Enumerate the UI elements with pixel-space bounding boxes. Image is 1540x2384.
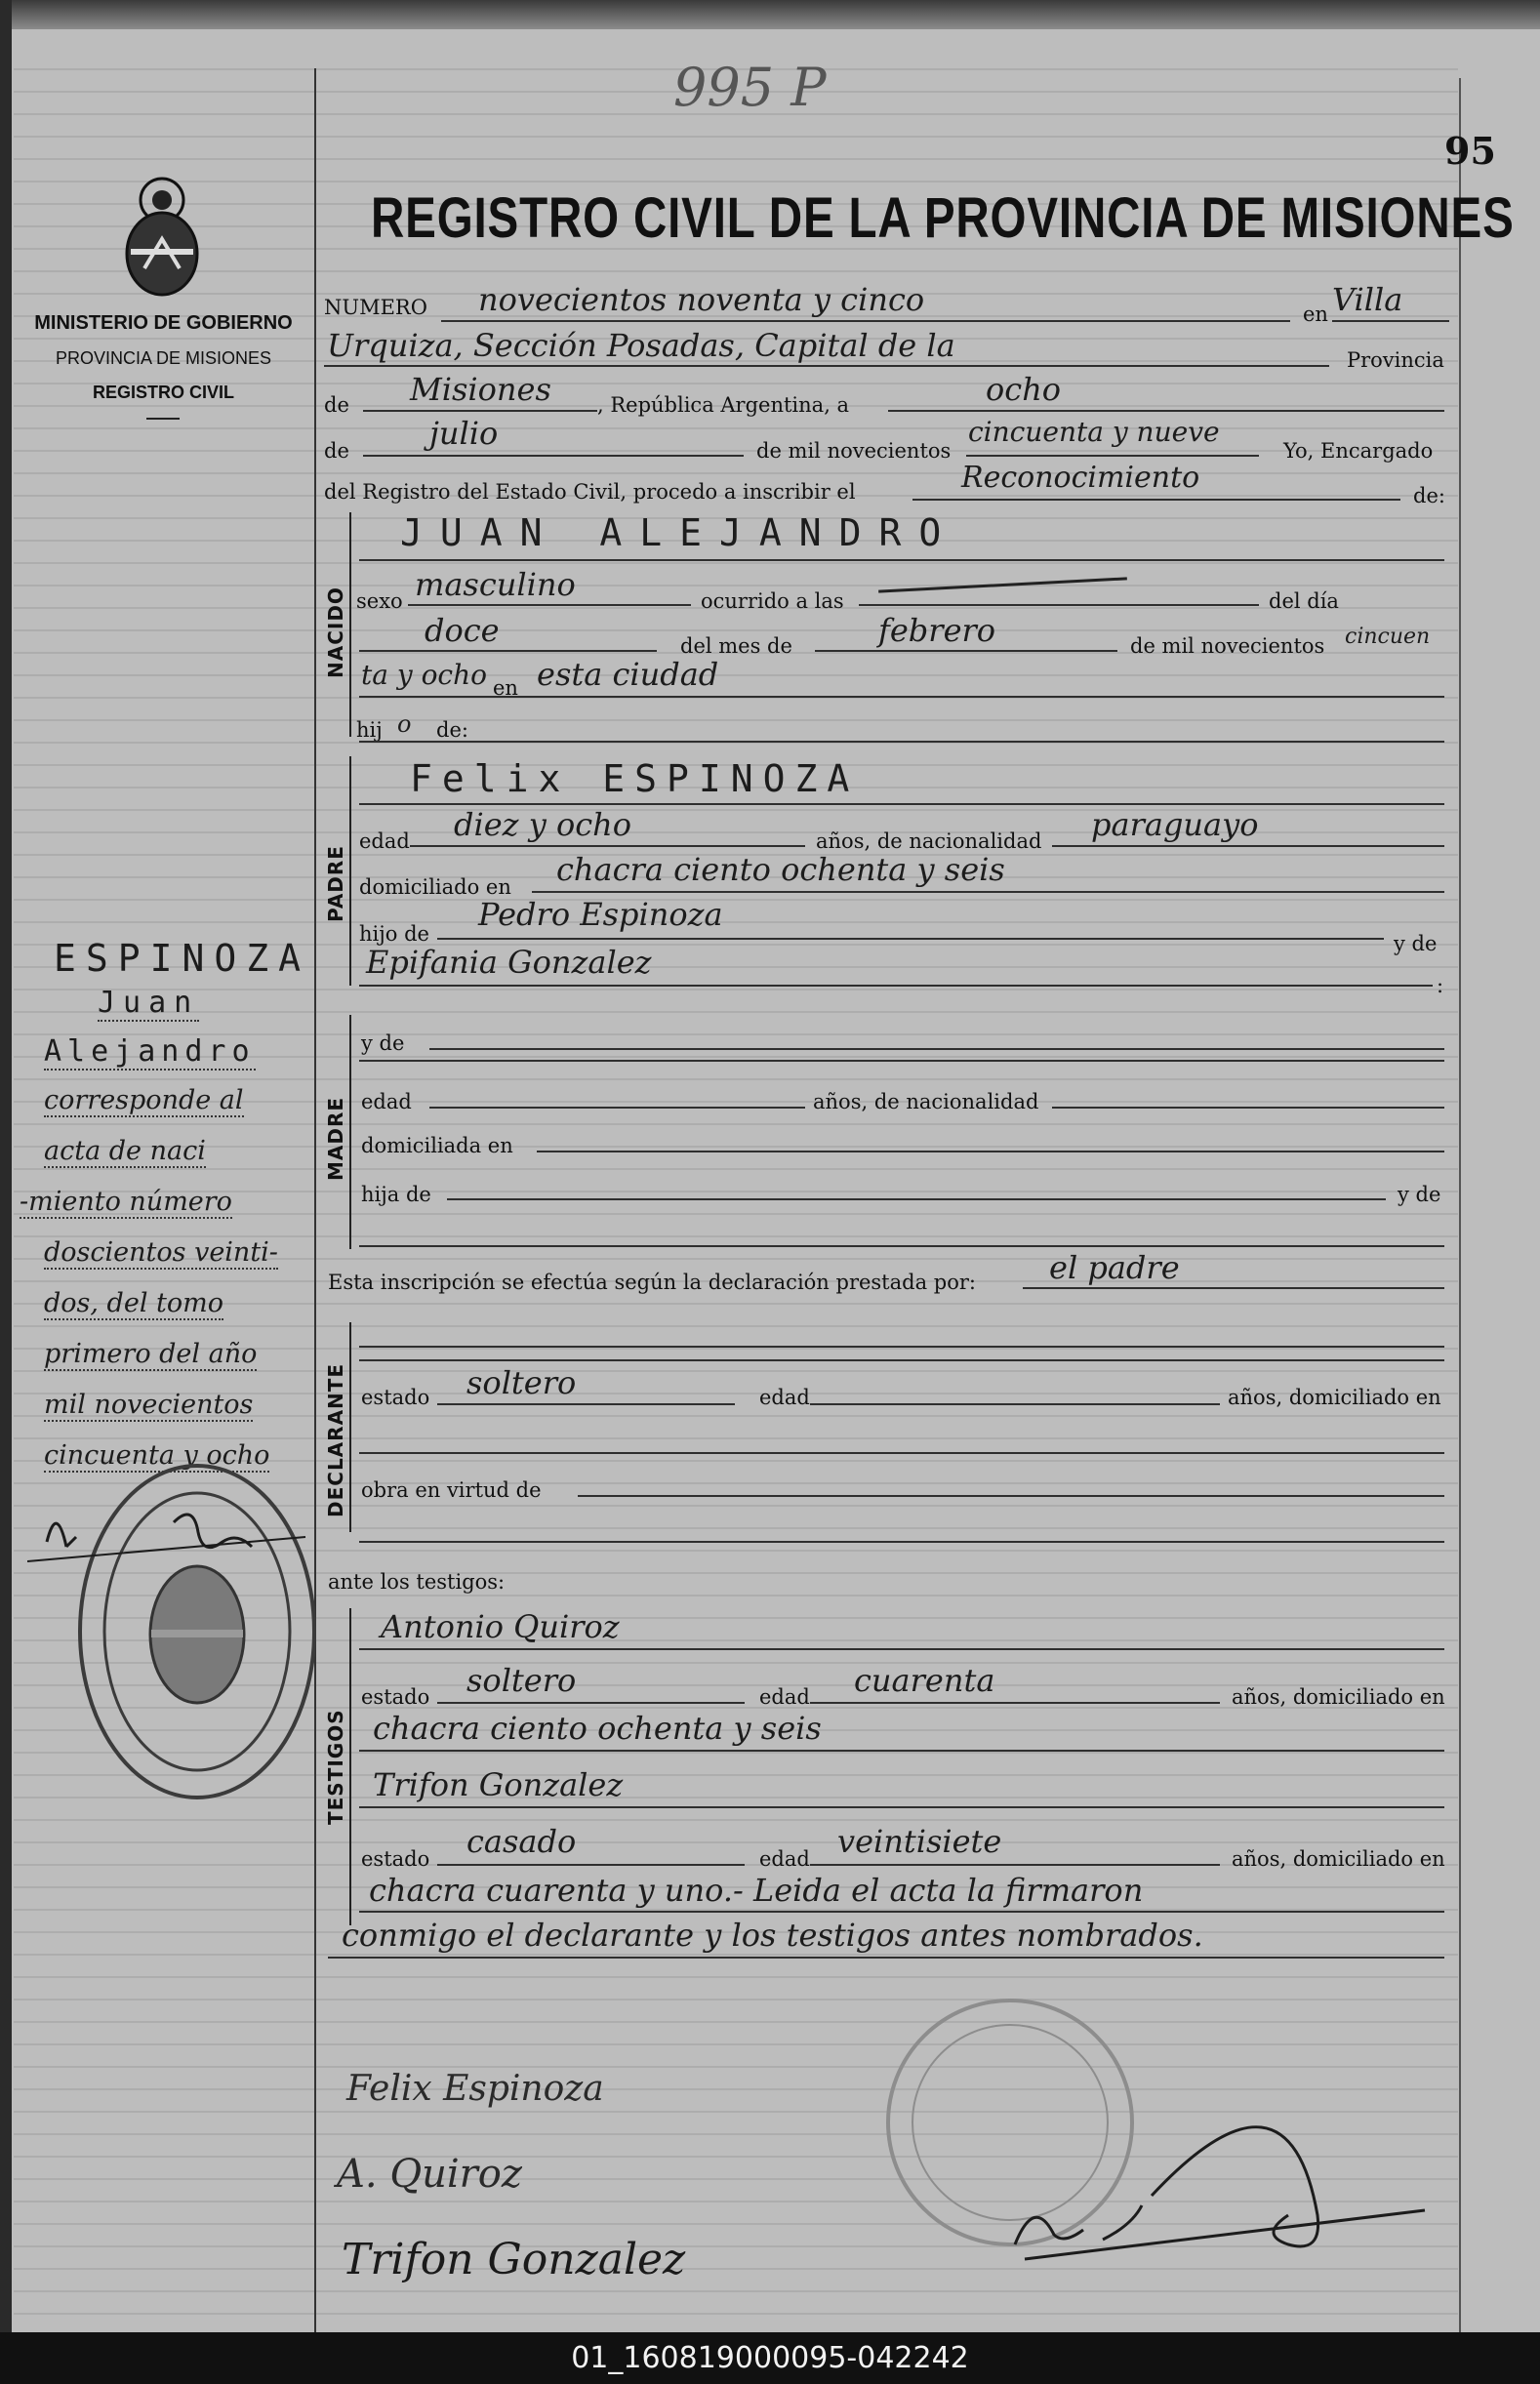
label-y-de-madre: y de bbox=[361, 1031, 405, 1055]
rule-acto bbox=[912, 498, 1400, 501]
rule-testigo-2-nombre bbox=[359, 1805, 1444, 1808]
margin-initials-signature bbox=[27, 1493, 310, 1571]
ruled-line bbox=[14, 585, 1458, 586]
label-sexo: sexo bbox=[356, 589, 403, 613]
ruled-line bbox=[14, 270, 1458, 272]
padre-edad: diez y ocho bbox=[454, 806, 631, 843]
ruled-line bbox=[14, 1123, 1458, 1125]
margin-surname: ESPINOZA bbox=[54, 937, 311, 980]
nacido-nombre: JUAN ALEJANDRO bbox=[400, 511, 959, 554]
rule-abuela bbox=[359, 984, 1433, 987]
ruled-line bbox=[14, 1437, 1458, 1439]
label-anos-nac-padre: años, de nacionalidad bbox=[816, 829, 1042, 853]
label-estado-t1: estado bbox=[361, 1685, 430, 1709]
label-republica: , República Argentina, a bbox=[597, 393, 850, 417]
label-edad-decl: edad bbox=[759, 1386, 810, 1409]
declarante-side-label: DECLARANTE bbox=[324, 1362, 347, 1517]
rule-dom-t2 bbox=[359, 1910, 1444, 1913]
margin-line-4: corresponde al bbox=[44, 1085, 244, 1115]
label-anos-dom-t1: años, domiciliado en bbox=[1232, 1685, 1445, 1709]
ruled-line bbox=[14, 1168, 1458, 1170]
declarante-bracket bbox=[349, 1322, 361, 1532]
ruled-line bbox=[14, 921, 1458, 923]
label-y-de-madre-2: y de bbox=[1398, 1183, 1441, 1206]
ruled-line bbox=[14, 1078, 1458, 1080]
rule-estado-decl bbox=[437, 1402, 735, 1405]
label-de-colon: de: bbox=[1413, 484, 1445, 507]
label-domiciliado-padre: domiciliado en bbox=[359, 875, 511, 899]
label-hij-suffix: de: bbox=[436, 718, 468, 742]
rule-estado-t1 bbox=[437, 1701, 745, 1704]
label-domiciliada-madre: domiciliada en bbox=[361, 1134, 513, 1157]
ruled-line bbox=[14, 1819, 1458, 1821]
ministry-label: MINISTERIO DE GOBIERNO bbox=[34, 312, 293, 334]
madre-bracket bbox=[349, 1015, 361, 1249]
label-numero: NUMERO bbox=[324, 296, 427, 319]
signature-quiroz: A. Quiroz bbox=[337, 2152, 522, 2197]
rule-lugar-nac bbox=[359, 695, 1444, 698]
nacido-lugar: esta ciudad bbox=[537, 656, 719, 693]
rule-padre-nombre bbox=[359, 802, 1444, 805]
label-hijo-de-padre: hijo de bbox=[359, 922, 429, 946]
folio-number: 95 bbox=[1444, 129, 1496, 173]
signature-trifon: Trifon Gonzalez bbox=[342, 2235, 686, 2284]
ruled-line bbox=[14, 2290, 1458, 2292]
rule-nac-madre bbox=[1052, 1106, 1444, 1109]
testigo-2-nombre: Trifon Gonzalez bbox=[373, 1766, 624, 1803]
ruled-line bbox=[14, 2043, 1458, 2045]
label-anos-dom-decl: años, domiciliado en bbox=[1228, 1386, 1441, 1409]
rule-edad-madre bbox=[429, 1106, 805, 1109]
rule-sexo bbox=[408, 603, 691, 606]
nacido-dia: doce bbox=[425, 612, 500, 649]
testigo-1-domicilio: chacra ciento ochenta y seis bbox=[373, 1710, 822, 1747]
label-hija-de-madre: hija de bbox=[361, 1183, 431, 1206]
rule-dia bbox=[888, 409, 1444, 412]
ruled-line bbox=[14, 472, 1458, 474]
rule-mes bbox=[363, 454, 744, 457]
rule-edad-decl bbox=[810, 1402, 1220, 1405]
ruled-line bbox=[14, 1999, 1458, 2000]
value-lugar-1: Villa bbox=[1332, 281, 1403, 318]
nacido-anio-2: ta y ocho bbox=[361, 659, 487, 691]
margin-line-3: Alejandro bbox=[44, 1034, 256, 1069]
label-del-mes: del mes de bbox=[680, 634, 792, 658]
office-label: REGISTRO CIVIL bbox=[92, 383, 234, 402]
value-provincia: Misiones bbox=[410, 371, 551, 408]
rule-estado-t2 bbox=[437, 1863, 745, 1866]
margin-line-7: doscientos veinti- bbox=[44, 1237, 278, 1268]
rule-nac-padre bbox=[1052, 844, 1444, 847]
ruled-line bbox=[14, 899, 1458, 901]
ruled-line bbox=[14, 1841, 1458, 1843]
value-anio: cincuenta y nueve bbox=[968, 416, 1220, 448]
margin-line-10: mil novecientos bbox=[44, 1390, 254, 1420]
coat-of-arms-emblem bbox=[117, 171, 207, 298]
right-margin-line bbox=[1459, 78, 1461, 2332]
rule-madre-nombre bbox=[429, 1047, 1444, 1050]
label-anos-dom-t2: años, domiciliado en bbox=[1232, 1847, 1445, 1871]
nacido-mes: febrero bbox=[878, 612, 996, 649]
testigo-2-estado: casado bbox=[466, 1823, 577, 1860]
ruled-line bbox=[14, 2313, 1458, 2315]
ruled-line bbox=[14, 629, 1458, 631]
value-mes: julio bbox=[429, 415, 499, 452]
padre-nacionalidad: paraguayo bbox=[1091, 806, 1259, 843]
label-edad-madre: edad bbox=[361, 1090, 412, 1113]
rule-obra-2 bbox=[359, 1540, 1444, 1543]
rule-anio bbox=[966, 454, 1259, 457]
padre-nombre: Felix ESPINOZA bbox=[410, 757, 860, 800]
margin-line-11: cincuenta y ocho bbox=[44, 1440, 270, 1471]
rule-closing bbox=[328, 1956, 1444, 1959]
label-de-2: de bbox=[324, 439, 349, 463]
label-del-registro: del Registro del Estado Civil, procedo a inscribir el bbox=[324, 480, 856, 504]
rule-decl-nombre-2 bbox=[359, 1358, 1444, 1361]
testigo-1-edad: cuarenta bbox=[854, 1662, 995, 1699]
ruled-line bbox=[14, 719, 1458, 721]
rule-hijo bbox=[359, 740, 1444, 743]
label-colon-padre: : bbox=[1437, 974, 1444, 997]
signature-felix: Felix Espinoza bbox=[346, 2069, 604, 2109]
ruled-line bbox=[14, 1976, 1458, 1978]
rule-madre-end bbox=[359, 1244, 1444, 1247]
rule-edad-padre bbox=[410, 844, 805, 847]
margin-line-8: dos, del tomo bbox=[44, 1288, 224, 1318]
label-anos-nac-madre: años, de nacionalidad bbox=[813, 1090, 1039, 1113]
padre-bracket bbox=[349, 756, 361, 986]
ruled-line bbox=[14, 562, 1458, 564]
rule-dom-madre bbox=[537, 1150, 1444, 1152]
madre-side-label: MADRE bbox=[324, 1096, 347, 1181]
label-edad-t1: edad bbox=[759, 1685, 810, 1709]
margin-line-5: acta de naci bbox=[44, 1136, 206, 1166]
label-en-word: en bbox=[493, 676, 518, 700]
rule-testigo-1-nombre bbox=[359, 1647, 1444, 1650]
province-label: PROVINCIA DE MISIONES bbox=[55, 348, 272, 368]
label-ante-testigos: ante los testigos: bbox=[328, 1570, 506, 1594]
declarante-prestada-por: el padre bbox=[1049, 1249, 1180, 1286]
label-del-dia: del día bbox=[1269, 589, 1339, 613]
rule-lugar-1 bbox=[1332, 319, 1449, 322]
label-provincia: Provincia bbox=[1347, 348, 1444, 372]
margin-line bbox=[314, 68, 316, 2332]
registrar-signature bbox=[995, 2049, 1444, 2274]
declarante-estado: soltero bbox=[466, 1364, 577, 1401]
ruled-line bbox=[14, 181, 1458, 182]
ruled-line bbox=[14, 1325, 1458, 1327]
nacido-bracket bbox=[349, 512, 361, 737]
margin-line-2: Juan bbox=[98, 986, 200, 1020]
rule-prestada bbox=[1023, 1286, 1444, 1289]
padre-domicilio: chacra ciento ochenta y seis bbox=[556, 851, 1005, 888]
rule-hija-de bbox=[447, 1197, 1386, 1200]
rule-dom-decl bbox=[359, 1451, 1444, 1454]
testigos-side-label: TESTIGOS bbox=[324, 1709, 347, 1825]
header-divider bbox=[146, 418, 180, 420]
testigo-1-estado: soltero bbox=[466, 1662, 577, 1699]
testigos-bracket bbox=[349, 1608, 361, 1925]
ruled-line bbox=[14, 674, 1458, 676]
value-numero: novecientos noventa y cinco bbox=[478, 281, 925, 318]
label-ocurrido: ocurrido a las bbox=[701, 589, 844, 613]
rule-abuelo bbox=[437, 937, 1384, 940]
rule-lugar-2 bbox=[324, 364, 1329, 367]
closing-text: conmigo el declarante y los testigos antes nombrados. bbox=[342, 1917, 1203, 1954]
label-de-mil: de mil novecientos bbox=[756, 439, 952, 463]
testigo-1-nombre: Antonio Quiroz bbox=[381, 1608, 620, 1645]
ruled-line bbox=[14, 989, 1458, 990]
book-spine bbox=[0, 0, 12, 2332]
padre-side-label: PADRE bbox=[324, 845, 347, 922]
rule-nacido-nombre bbox=[359, 558, 1444, 561]
book-top-edge bbox=[0, 0, 1540, 29]
padre-padre: Pedro Espinoza bbox=[478, 896, 723, 933]
label-obra: obra en virtud de bbox=[361, 1478, 542, 1502]
rule-decl-nombre bbox=[359, 1345, 1444, 1348]
ruled-line bbox=[14, 1011, 1458, 1013]
padre-madre: Epifania Gonzalez bbox=[366, 944, 652, 981]
rule-numero bbox=[441, 319, 1290, 322]
margin-line-9: primero del año bbox=[44, 1339, 258, 1369]
label-edad-padre: edad bbox=[359, 829, 410, 853]
value-acto: Reconocimiento bbox=[961, 461, 1200, 495]
ruled-line bbox=[14, 158, 1458, 160]
label-estado-t2: estado bbox=[361, 1847, 430, 1871]
value-lugar-2: Urquiza, Sección Posadas, Capital de la bbox=[327, 327, 955, 364]
rule-provincia bbox=[363, 409, 597, 412]
margin-line-6: -miento número bbox=[20, 1187, 232, 1217]
testigo-2-edad: veintisiete bbox=[837, 1823, 1002, 1860]
nacido-sexo: masculino bbox=[415, 566, 576, 603]
rule-dom-t1 bbox=[359, 1749, 1444, 1752]
file-id-footer: 01_160819000095-042242 bbox=[0, 2332, 1540, 2384]
nacido-side-label: NACIDO bbox=[324, 586, 347, 678]
label-de-mil-nov: de mil novecientos bbox=[1130, 634, 1325, 658]
value-dia: ocho bbox=[986, 371, 1062, 408]
ruled-line bbox=[14, 136, 1458, 138]
rule-edad-t2 bbox=[810, 1863, 1220, 1866]
rule-dom-padre bbox=[532, 890, 1444, 893]
label-yo-encargado: Yo, Encargado bbox=[1283, 439, 1434, 463]
label-inscripcion: Esta inscripción se efectúa según la declaración prestada por: bbox=[328, 1271, 976, 1294]
rule-hora bbox=[859, 603, 1259, 606]
label-de-1: de bbox=[324, 393, 349, 417]
label-estado-decl: estado bbox=[361, 1386, 430, 1409]
testigo-2-domicilio: chacra cuarenta y uno.- Leida el acta la firmaron bbox=[369, 1872, 1144, 1909]
rule-edad-t1 bbox=[810, 1701, 1220, 1704]
rule-obra bbox=[578, 1494, 1444, 1497]
rule-dia-nac bbox=[359, 649, 657, 652]
label-hij: hij bbox=[356, 718, 383, 742]
label-en: en bbox=[1303, 303, 1328, 326]
ruled-line bbox=[14, 2021, 1458, 2023]
ruled-line bbox=[14, 1146, 1458, 1148]
ruled-line bbox=[14, 1303, 1458, 1305]
nacido-hijo-letter: o bbox=[397, 710, 412, 738]
ruled-line bbox=[14, 427, 1458, 429]
nacido-anio-1: cincuen bbox=[1345, 625, 1431, 649]
archive-code: 995 P bbox=[673, 57, 827, 118]
ruled-line bbox=[14, 450, 1458, 452]
page-title: REGISTRO CIVIL DE LA PROVINCIA DE MISIONES bbox=[371, 186, 1515, 250]
rule-madre-nombre-2 bbox=[359, 1059, 1444, 1062]
rule-mes-nac bbox=[815, 649, 1117, 652]
label-edad-t2: edad bbox=[759, 1847, 810, 1871]
label-y-de-padre: y de bbox=[1394, 932, 1438, 955]
